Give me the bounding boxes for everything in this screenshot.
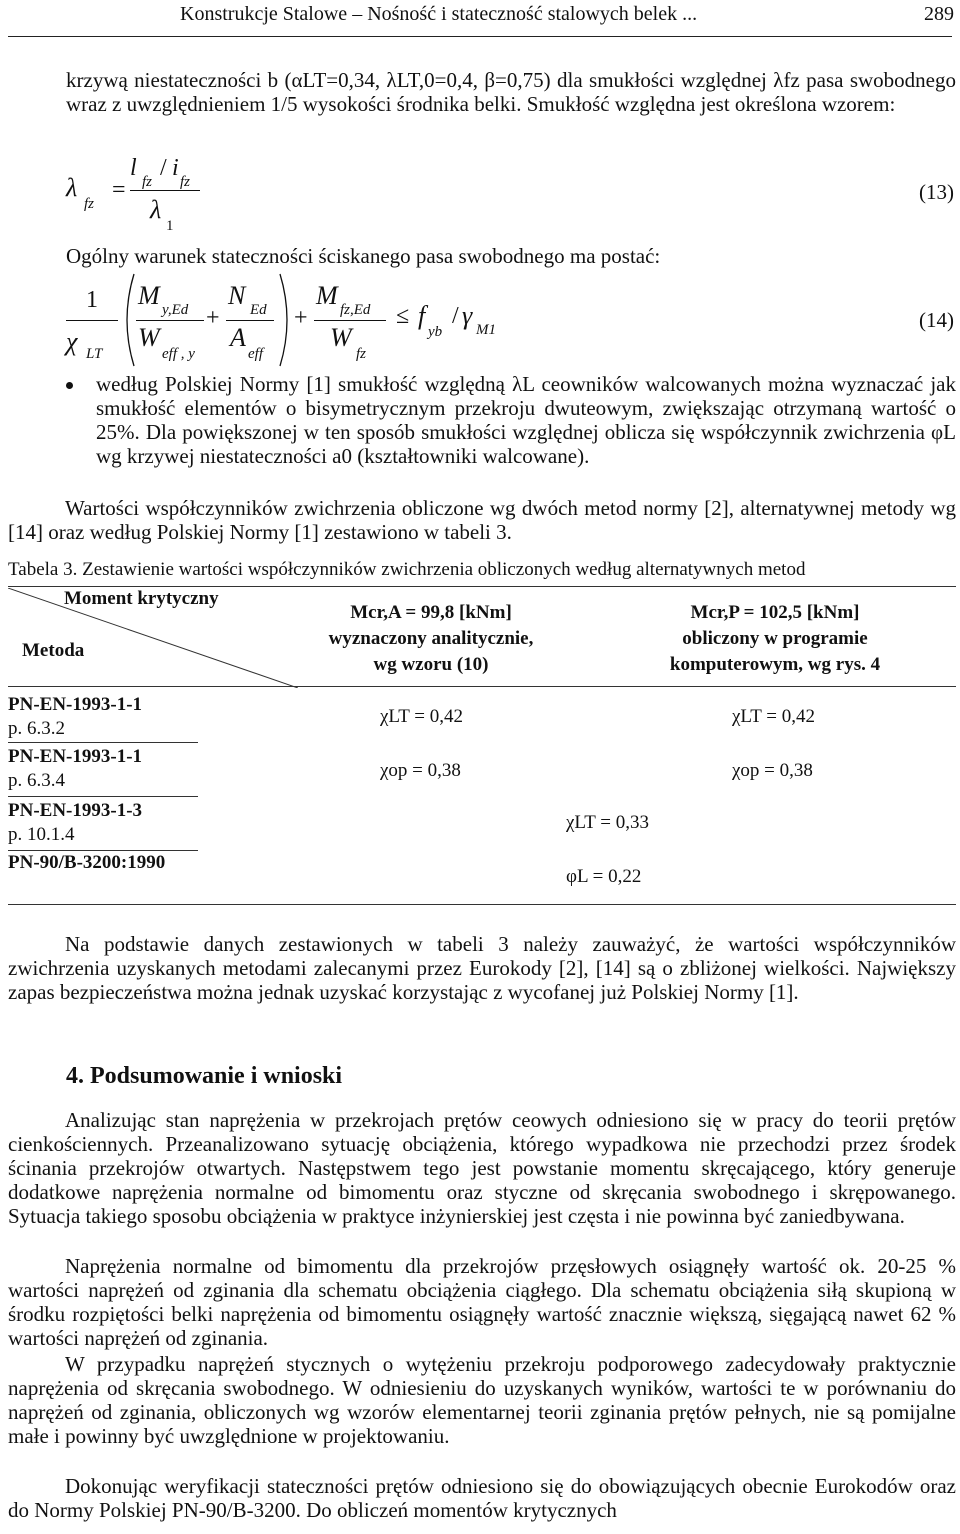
col2-header-line1: Mcr,P = 102,5 [kNm] (690, 602, 860, 623)
eq14-left-paren (118, 272, 138, 368)
eq14-chi-sub: LT (86, 346, 103, 362)
eq14-w2: W (330, 323, 352, 352)
eq14-m1: M (138, 281, 160, 310)
row3-value: χLT = 0,33 (566, 812, 650, 833)
eq14-plus1: + (206, 305, 220, 331)
paragraph-summary-1: Analizując stan naprężenia w przekrojach prętów ceowych odniesiono się w pracy do teorii prętów cienkościennych. Przeanalizowano sytuację obciążenia, którego wypadkowa nie przechodzi przez środek ścinania przekrojów otwartych. Następstwem tego jest powstanie momentu skręcającego, który generuje dodatkowe naprężenia normalne od bimomentu oraz styczne od skręcania swobodnego i skrępowanego. Sytuacja takiego sposobu obciążenia w praktyce inżynierskiej jest częsta i nie powinna być zaniedbywana. (8, 1108, 956, 1228)
eq13-num-i: i (172, 155, 179, 181)
paragraph-table-conclusion: Na podstawie danych zestawionych w tabeli 3 należy zauważyć, że wartości współczynników zwichrzenia uzyskanych metodami zalecanymi przez Eurokody [2], [14] są o zbliżonej wielkości. Największy zapas bezpieczeństwa można jednak uzyskać korzystając z wycofanej już Polskiej Normy [1]. (8, 932, 956, 1004)
eq14-bar-chi (66, 320, 118, 321)
row2-method-line2: p. 6.3.4 (8, 770, 65, 791)
row2-rule (8, 796, 198, 797)
eq14-number: (14) (919, 308, 954, 332)
eq14-right-paren (276, 272, 296, 368)
col1-header-line2: wyznaczony analitycznie, (328, 628, 534, 649)
table-top-rule (8, 586, 956, 587)
table-caption: Tabela 3. Zestawienie wartości współczynników zwichrzenia obliczonych według alternatywnych metod (8, 559, 806, 580)
eq13-num-sub1: fz (142, 174, 153, 190)
eq14-gamma-sub: M1 (476, 322, 496, 338)
eq14-bar-1 (136, 320, 204, 321)
eq14-m2: M (316, 281, 338, 310)
eq14-a: A (230, 323, 246, 352)
eq13-number: (13) (919, 180, 954, 204)
eq13-equals: = (112, 177, 126, 203)
bullet-polish-norm: według Polskiej Normy [1] smukłość względną λL ceowników walcowanych można wyznaczać jak smukłość elementów o bisymetrycznym przekroju dwuteowym, zwiększając otrzymaną wartość o 25%. Dla powiększonej w ten sposób smukłości względnej oblicza się współczynnik zwichrzenia φL wg krzywej niestateczności a0 (kształtowniki walcowane). (96, 372, 956, 468)
paragraph-summary-2: Naprężenia normalne od bimomentu dla przekrojów przęsłowych osiągnęły wartość ok. 20-25 % wartości naprężeń od zginania dla schematu obciążenia ciągłego. Dla schematu obciążenia siłą skupioną w środku rozpiętości belki naprężenia od bimomentu osiągnęły wartość znacznie większą, sięgającą nawet 62 % wartości naprężeń od zginania. (8, 1254, 956, 1350)
eq14-plus2: + (294, 305, 308, 331)
row1-method-line2: p. 6.3.2 (8, 718, 65, 739)
row2-value-program: χop = 0,38 (732, 760, 813, 781)
header-rule (8, 36, 952, 37)
eq13-num-slash: / (160, 155, 167, 181)
eq14-n-sub: Ed (250, 302, 267, 318)
eq14-slash: / (452, 303, 459, 329)
paragraph-summary-4: Dokonując weryfikacji stateczności prętów odniesiono się do obowiązujących obecnie Eurokodów oraz do Normy Polskiej PN-90/B-3200. Do obliczeń momentów krytycznych (8, 1474, 956, 1522)
bullet-marker (66, 382, 73, 389)
paragraph-intro: krzywą niestateczności b (αLT=0,34, λLT,0=0,4, β=0,75) dla smukłości względnej λfz pasa swobodnego wraz z uwzględnieniem 1/5 wysokości środnika belki. Smukłość względna jest określona wzorem: (66, 68, 956, 116)
row3-method-line1: PN-EN-1993-1-3 (8, 800, 143, 821)
row4-method-line1: PN-90/B-3200:1990 (8, 852, 166, 873)
eq13-den-lambda: λ (150, 195, 162, 224)
eq13-lambda: λ (66, 173, 78, 202)
eq14-bar-3 (314, 320, 386, 321)
eq14-w1: W (138, 323, 160, 352)
row2-value-analytic: χop = 0,38 (380, 760, 461, 781)
paragraph-condition: Ogólny warunek stateczności ściskanego pasa swobodnego ma postać: (66, 244, 661, 268)
eq14-a-sub: eff (248, 346, 263, 362)
col2-header-line2: obliczony w programie (682, 628, 868, 649)
row1-method-line1: PN-EN-1993-1-1 (8, 694, 143, 715)
eq14-one: 1 (86, 287, 98, 313)
eq14-f: f (418, 301, 426, 330)
eq13-den-sub: 1 (166, 218, 174, 234)
eq14-leq: ≤ (396, 303, 410, 329)
col2-header-line3: komputerowym, wg rys. 4 (669, 654, 881, 675)
eq13-fraction-bar (130, 190, 200, 191)
running-header-title: Konstrukcje Stalowe – Nośność i stateczność stalowych belek ... (180, 3, 698, 25)
eq14-n: N (228, 281, 246, 310)
eq13-num-sub2: fz (180, 174, 191, 190)
eq13-lambda-sub: fz (84, 196, 95, 212)
eq13-num-l: l (130, 155, 137, 181)
eq14-gamma: γ (462, 301, 473, 330)
eq14-chi: χ (66, 327, 78, 356)
row3-method-line2: p. 10.1.4 (8, 824, 75, 845)
col1-header-line3: wg wzoru (10) (373, 654, 489, 675)
section-heading: 4. Podsumowanie i wnioski (66, 1063, 343, 1089)
row3-rule (8, 850, 198, 851)
page-number: 289 (924, 3, 954, 25)
corner-method-label: Metoda (22, 640, 85, 661)
eq14-m1-sub: y,Ed (162, 302, 189, 318)
row2-method-line1: PN-EN-1993-1-1 (8, 746, 143, 767)
table-header-rule (8, 686, 956, 687)
paragraph-table-intro: Wartości współczynników zwichrzenia obliczone wg dwóch metod normy [2], alternatywnej metody wg [14] oraz według Polskiej Normy [1] zestawiono w tabeli 3. (8, 496, 956, 544)
paragraph-summary-3: W przypadku naprężeń stycznych o wytężeniu przekroju podporowego zadecydowały praktycznie naprężenia od skręcania swobodnego. W odniesieniu do uzyskanych wyników, wartości te w porównaniu do naprężeń od zginania, obliczonych wg wzorów elementarnej teorii zginania prętów pełnych, nie są pomijalne małe i powinny być uwzględnione w projektowaniu. (8, 1352, 956, 1448)
row1-rule (8, 742, 198, 743)
row1-value-program: χLT = 0,42 (732, 706, 816, 727)
table-bottom-rule (8, 904, 956, 905)
col1-header-line1: Mcr,A = 99,8 [kNm] (350, 602, 512, 623)
eq14-w2-sub: fz (356, 346, 367, 362)
row4-value: φL = 0,22 (566, 866, 642, 887)
eq14-m2-sub: fz,Ed (340, 302, 371, 318)
row1-value-analytic: χLT = 0,42 (380, 706, 464, 727)
eq14-bar-2 (226, 320, 274, 321)
corner-moment-label: Moment krytyczny (64, 588, 219, 609)
eq14-w1-sub: eff , y (162, 346, 195, 362)
eq14-f-sub: yb (428, 324, 443, 340)
